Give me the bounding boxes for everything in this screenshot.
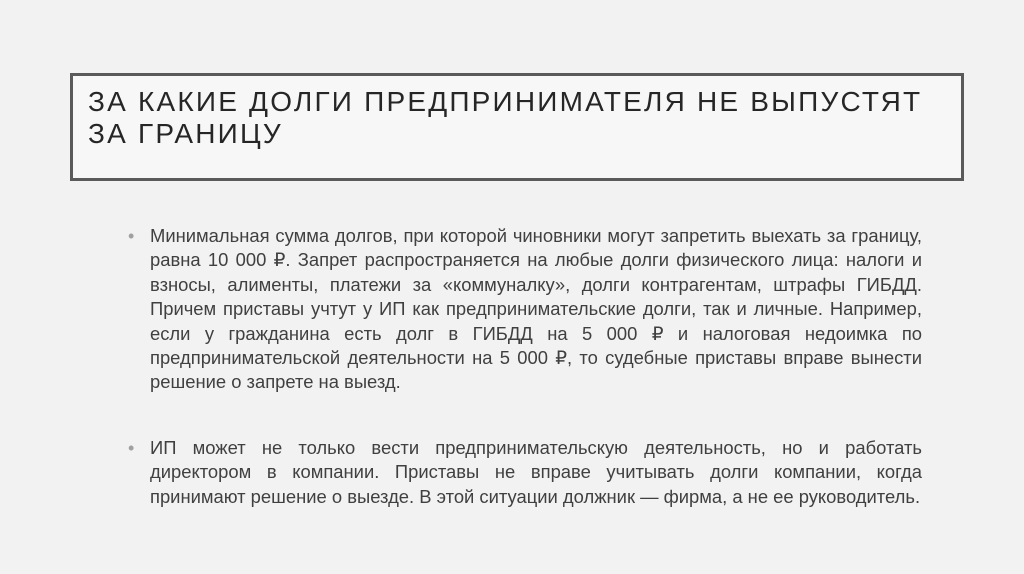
bullet-dot-icon: •: [128, 226, 135, 246]
bullet-item: [128, 436, 922, 509]
bullet-dot-icon: •: [128, 437, 135, 458]
title-box: [70, 73, 964, 181]
bullet-item: [128, 224, 922, 395]
slide-title: ЗА КАКИЕ ДОЛГИ ПРЕДПРИНИМАТЕЛЯ НЕ ВЫПУСТЯТ ЗА ГРАНИЦУ: [88, 86, 923, 149]
bullet-text: Минимальная сумма долгов, при которой чиновники могут запретить выехать за границу, равна 10 000 ₽. Запрет распространяется на любые долги физического лица: налоги и взносы, алименты, платежи за «коммуналку», долги контрагентам, штрафы ГИБДД. Причем приставы учтут у ИП как предпринимательские долги, так и личные. Например, если у гражданина есть долг в ГИБДД на 5 000 ₽ и налоговая недоимка по предпринимательской деятельности на 5 000 ₽, то судебные приставы вправе вынести решение о запрете на выезд.: [150, 225, 922, 393]
bullet-list: [128, 224, 922, 509]
bullet-text: ИП может не только вести предпринимательскую деятельность, но и работать директором в компании. Приставы не вправе учитывать долги компании, когда принимают решение о выезде. В этой ситуации должник — фирма, а не ее руководитель.: [150, 436, 922, 507]
